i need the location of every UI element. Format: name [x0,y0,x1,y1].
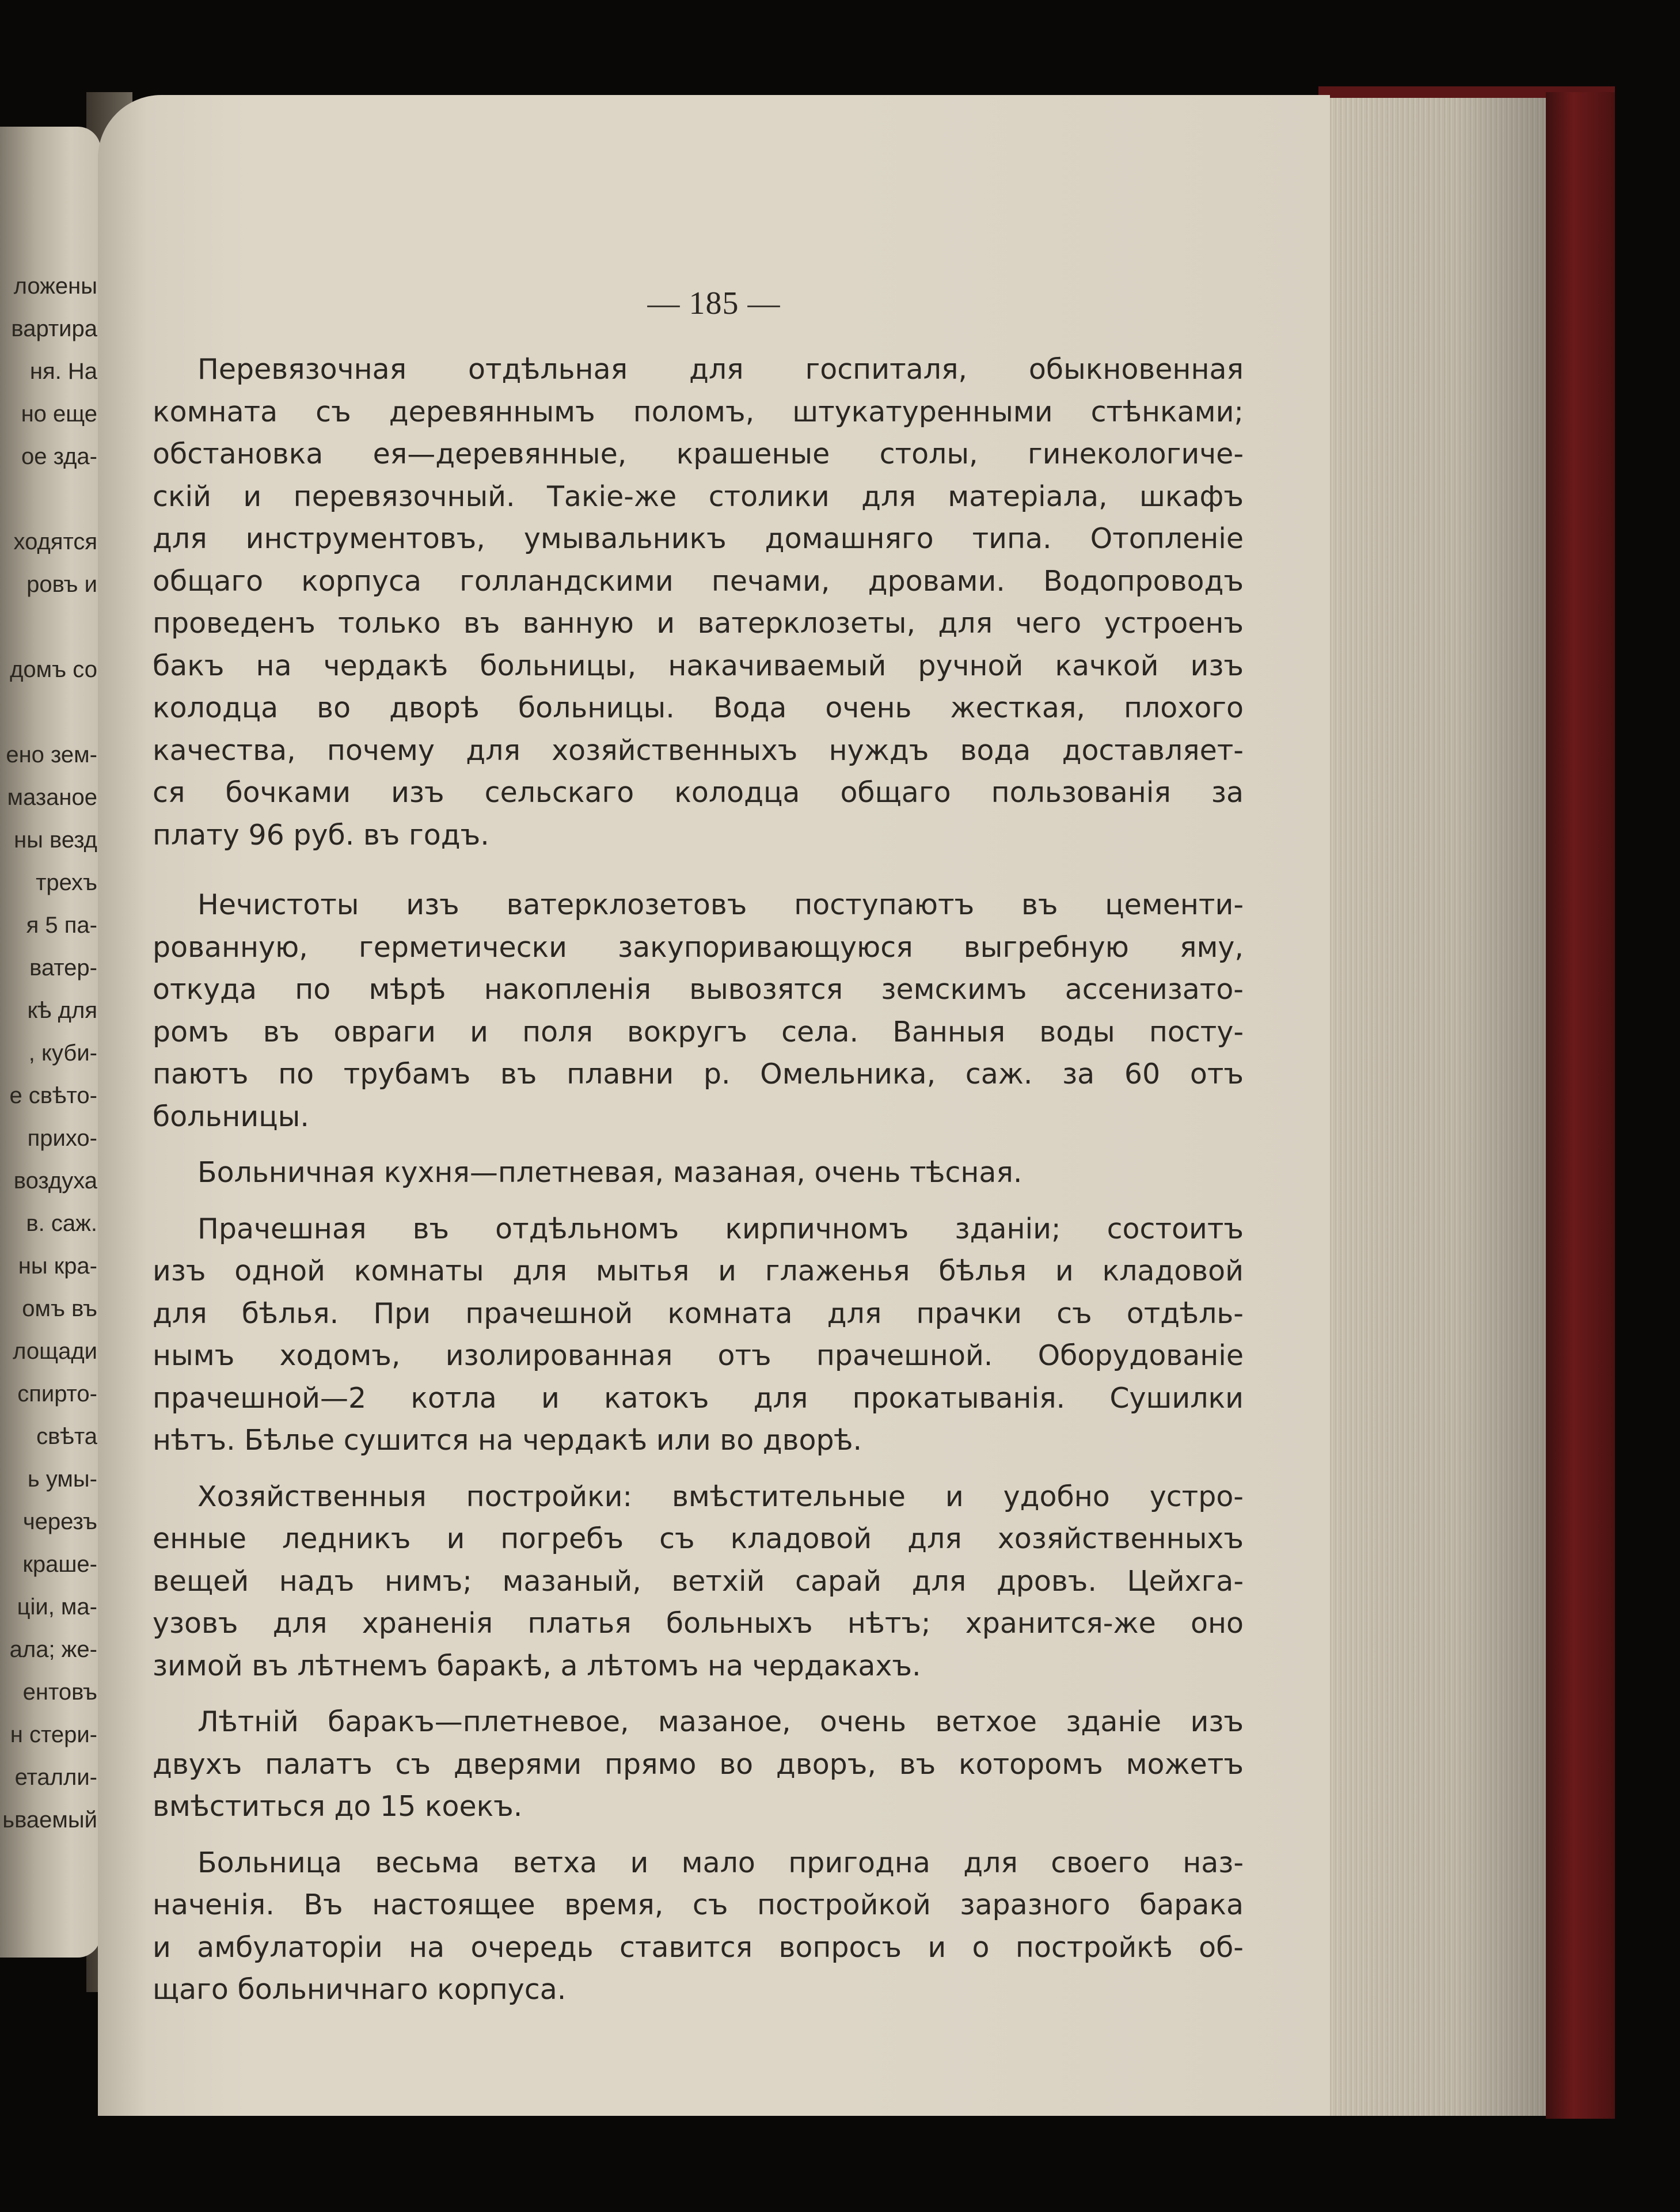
text-line: Хозяйственныя постройки: вмѣстительные и удобно устро- [197,1480,1244,1513]
text-line: Перевязочная отдѣльная для госпиталя, обыкновенная [197,353,1244,386]
paragraph [153,348,1244,856]
text-line: щаго больничнаго корпуса. [153,1973,567,2006]
page-stack-shade [1318,98,1549,2116]
text-line: обстановка ея—деревянные, крашеные столы, гинекологиче- [153,438,1244,470]
text-line: Прачешная въ отдѣльномъ кирпичномъ зданіи; состоитъ [197,1212,1244,1245]
left-page-fragment: в. саж. [26,1211,97,1236]
text-line: ся бочками изъ сельскаго колодца общаго пользованія за [153,776,1244,809]
left-page-fragment: ны кра- [18,1253,97,1279]
left-page-fragment: я 5 па- [26,913,97,938]
text-line: вмѣститься до 15 коекъ. [153,1790,523,1823]
left-page-fragment: ны везд [14,827,97,853]
left-page-fragment: краше- [22,1552,97,1577]
text-line: зимой въ лѣтнемъ баракѣ, а лѣтомъ на чердакахъ. [153,1649,921,1682]
text-line: и амбулаторіи на очередь ставится вопросъ и о постройкѣ об- [153,1930,1244,1964]
left-page-fragment: ь умы- [27,1466,97,1492]
left-page-fragment: , куби- [28,1040,97,1066]
text-line: двухъ палатъ съ дверями прямо во дворъ, въ которомъ можетъ [153,1747,1244,1781]
text-line: для бѣлья. При прачешной комната для прачки съ отдѣль- [153,1297,1244,1330]
left-page-fragment: ьваемый [2,1807,97,1833]
text-line: енные ледникъ и погребъ съ кладовой для хозяйственныхъ [153,1522,1244,1555]
left-page-fragment: домъ со [10,657,97,682]
text-line: проведенъ только въ ванную и ватерклозеты, для чего устроенъ [153,607,1244,640]
left-page-fragment: ня. На [29,359,97,384]
text-line: откуда по мѣрѣ накопленія вывозятся земскимъ ассенизато- [153,973,1244,1006]
paragraph [153,884,1244,1138]
text-line: плату 96 руб. въ годъ. [153,818,489,852]
text-line: скій и перевязочный. Такіе-же столики для матеріала, шкафъ [153,480,1244,513]
left-page-fragment: прихо- [27,1126,97,1151]
left-page-fragment [0,606,97,648]
left-page-fragment: ентовъ [22,1679,97,1705]
text-line: вещей надъ нимъ; мазаный, ветхій сарай для дровъ. Цейхга- [153,1564,1244,1598]
page-number: — 185 — [647,286,781,321]
left-page-fragment: ено зем- [6,742,97,767]
left-page-fragment: ала; же- [9,1637,97,1662]
left-page-fragment: лощади [13,1339,97,1364]
book-cover-binding [1546,92,1615,2119]
text-line: Больничная кухня—плетневая, мазаная, очень тѣсная. [197,1156,1023,1189]
left-page-edge [0,127,101,1958]
left-page-fragment: ое зда- [21,444,97,469]
text-line: Нечистоты изъ ватерклозетовъ поступаютъ въ цементи- [197,888,1244,921]
left-page-fragment: вартира [11,316,97,341]
left-page-fragment: но еще [21,401,97,427]
left-page-fragment: воздуха [13,1168,97,1194]
left-page-fragment [0,478,97,520]
text-line: прачешной—2 котла и катокъ для прокатыванія. Сушилки [153,1381,1244,1415]
text-line: больницы. [153,1100,309,1133]
paragraph [153,1701,1244,1828]
text-line: колодца во дворѣ больницы. Вода очень жесткая, плохого [153,691,1244,724]
paragraph [153,1208,1244,1462]
text-line: комната съ деревяннымъ поломъ, штукатуренными стѣнками; [153,395,1244,428]
text-line: Больница весьма ветха и мало пригодна для своего наз- [197,1846,1244,1879]
left-page-fragment: еталли- [14,1765,97,1790]
left-page-fragment: ходятся [13,529,97,554]
paragraph [153,1476,1244,1687]
left-page-fragment: спирто- [17,1381,97,1407]
text-line: Лѣтній баракъ—плетневое, мазаное, очень ветхое зданіе изъ [197,1705,1244,1738]
text-line: рованную, герметически закупоривающуюся выгребную яму, [153,930,1244,964]
text-line: качества, почему для хозяйственныхъ нуждъ вода доставляет- [153,733,1244,767]
text-line: общаго корпуса голландскими печами, дровами. Водопроводъ [153,564,1244,598]
paragraph [153,1842,1244,2011]
left-page-fragment: мазаное [7,785,97,810]
text-line: нѣтъ. Бѣлье сушится на чердакѣ или во дворѣ. [153,1424,862,1457]
left-page-fragment: трехъ [36,870,97,895]
left-page-fragment: н стери- [10,1722,97,1747]
left-page-fragment: омъ въ [22,1296,97,1321]
left-page-text-fragments [0,265,97,1841]
page-body [153,348,1244,2011]
left-page-fragment: ровъ и [26,572,97,597]
text-line: бакъ на чердакѣ больницы, накачиваемый ручной качкой изъ [153,649,1244,682]
left-page-fragment: кѣ для [27,998,97,1023]
text-line: изъ одной комнаты для мытья и глаженья бѣлья и кладовой [153,1255,1244,1287]
left-page-fragment: е свѣто- [9,1083,97,1108]
text-line: ромъ въ овраги и поля вокругъ села. Ванныя воды посту- [153,1015,1244,1048]
left-page-fragment: свѣта [36,1424,97,1449]
left-page-fragment: черезъ [22,1509,97,1534]
text-line: наченія. Въ настоящее время, съ постройкой заразного барака [153,1888,1244,1921]
text-line: узовъ для храненія платья больныхъ нѣтъ; хранится-же оно [153,1607,1244,1640]
left-page-fragment: ціи, ма- [17,1594,97,1620]
left-page-fragment [0,691,97,733]
text-line: паютъ по трубамъ въ плавни р. Омельника, саж. за 60 отъ [153,1058,1244,1090]
left-page-fragment: ватер- [29,955,97,980]
text-line: нымъ ходомъ, изолированная отъ прачешной. Оборудованіе [153,1339,1244,1372]
text-line: для инструментовъ, умывальникъ домашняго типа. Отопленіе [153,522,1244,555]
left-page-fragment: ложены [13,273,97,299]
paragraph [153,1151,1244,1194]
right-page [98,95,1330,2116]
